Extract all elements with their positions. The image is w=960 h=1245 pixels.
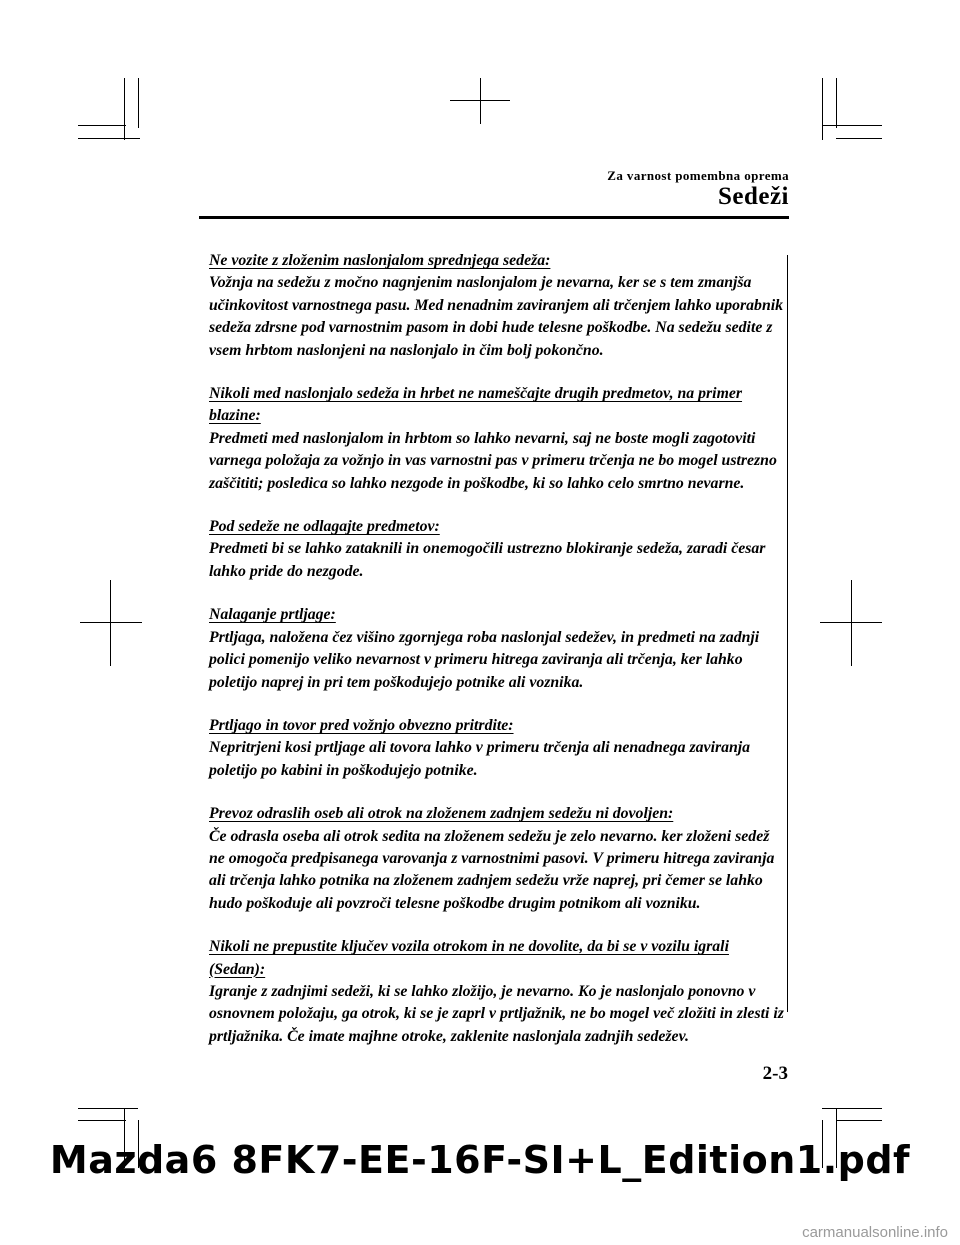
section-body: Predmeti med naslonjalom in hrbtom so lahko nevarni, saj ne boste mogli zagotoviti varnega položaja za vožnjo in vas varnostni pas v primeru trčenja ne bo mogel ustrezno zaščititi; posledica so lahko nezgode in poškodbe, ki so lahko celo smrtno nevarne. (209, 429, 777, 492)
section-label: Za varnost pomembna oprema (607, 168, 789, 183)
section-title: Nalaganje prtljage: (209, 606, 336, 624)
warning-section (209, 604, 785, 694)
section-body: Nepritrjeni kosi prtljage ali tovora lahko v primeru trčenja ali nenadnega zaviranja poletijo po kabini in poškodujejo potnike. (209, 739, 751, 779)
section-title: Prtljago in tovor pred vožnjo obvezno pritrdite: (209, 716, 514, 734)
warning-section (209, 936, 785, 1048)
warning-side-rule (787, 255, 788, 1012)
section-title: Nikoli med naslonjalo sedeža in hrbet ne nameščajte drugih predmetov, na primer blazine: (209, 385, 743, 425)
section-title: Nikoli ne prepustite ključev vozila otrokom in ne dovolite, da bi se v vozilu igrali (Sedan): (209, 938, 729, 978)
section-body: Če odrasla oseba ali otrok sedita na zloženem sedežu je zelo nevarno. ker zloženi sedež ne omogoča predpisanega varovanja z varnostnimi pasovi. V primeru hitrega zaviranja ali trčenja lahko potnika na zloženem zadnjem sedežu vrže naprej, pri čemer se lahko hudo poškoduje ali povzroči telesne poškodbe drugim potnikom ali vozniku. (209, 827, 775, 912)
section-body: Vožnja na sedežu z močno nagnjenim naslonjalom je nevarna, ker se s tem zmanjša učinkovitost varnostnega pasu. Med nenadnim zaviranjem ali trčenjem lahko uporabnik sedeža zdrsne pod varnostnim pasom in dobi hude telesne poškodbe. Na sedežu sedite z vsem hrbtom naslonjeni na naslonjalo in čim bolj pokončno. (209, 274, 784, 359)
section-title: Pod sedeže ne odlagajte predmetov: (209, 518, 440, 536)
warning-section (209, 715, 785, 782)
warning-section (209, 250, 785, 362)
section-title: Prevoz odraslih oseb ali otrok na zloženem zadnjem sedežu ni dovoljen: (209, 805, 674, 823)
section-body: Predmeti bi se lahko zataknili in onemogočili ustrezno blokiranje sedeža, zaradi česar lahko pride do nezgode. (209, 540, 766, 580)
warning-section (209, 516, 785, 583)
page-number: 2-3 (762, 1063, 788, 1084)
footer-filename: Mazda6 8FK7-EE-16F-SI+L_Edition1.pdf (49, 1138, 911, 1182)
warning-content (209, 250, 785, 1069)
page-title: Sedeži (717, 183, 789, 210)
warning-section (209, 383, 785, 495)
watermark: carmanualsonline.info (802, 1224, 948, 1241)
warning-section (209, 803, 785, 915)
section-body: Prtljaga, naložena čez višino zgornjega roba naslonjal sedežev, in predmeti na zadnji polici pomenijo veliko nevarnost v primeru hitrega zaviranja ali trčenja, ker lahko poletijo naprej in pri tem poškodujejo potnike ali voznika. (209, 628, 760, 691)
section-title: Ne vozite z zloženim naslonjalom sprednjega sedeža: (209, 252, 551, 269)
section-body: Igranje z zadnjimi sedeži, ki se lahko zložijo, je nevarno. Ko je naslonjalo ponovno v osnovnem položaju, ga otrok, ki se je zaprl v prtljažnik, ne bo mogel več zložiti in zlesti iz prtljažnika. Če imate majhne otroke, zaklenite naslonjala zadnjih sedežev. (209, 982, 784, 1045)
header-divider (199, 216, 789, 219)
